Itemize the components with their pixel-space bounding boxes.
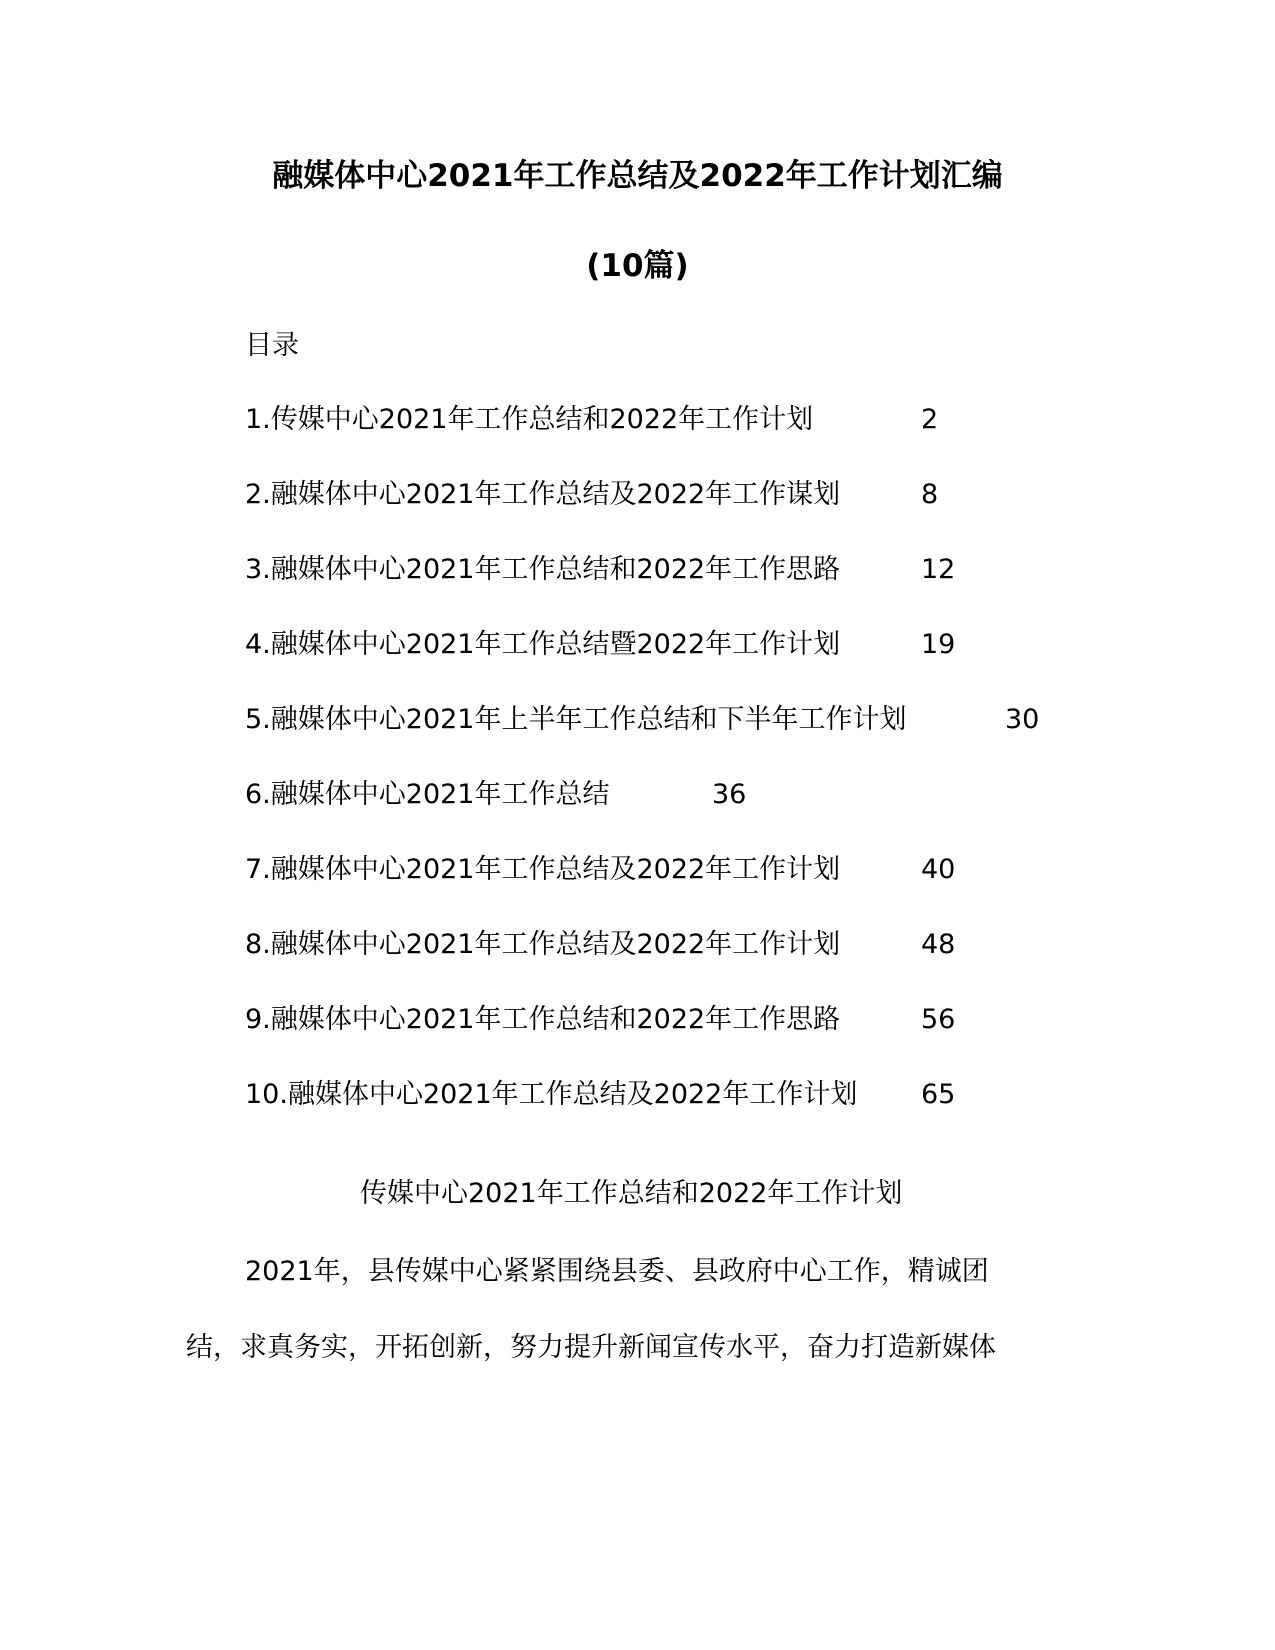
toc-item-title: 7.融媒体中心2021年工作总结及2022年工作计划 — [245, 854, 841, 885]
toc-item[interactable] — [245, 627, 956, 663]
toc-item-title: 5.融媒体中心2021年上半年工作总结和下半年工作计划 — [245, 704, 907, 735]
toc-item-title: 1.传媒中心2021年工作总结和2022年工作计划 — [245, 404, 814, 435]
toc-item-title: 9.融媒体中心2021年工作总结和2022年工作思路 — [245, 1004, 841, 1035]
toc-item-page: 65 — [921, 1079, 956, 1110]
toc-item[interactable] — [245, 402, 939, 438]
toc-item-page: 8 — [921, 479, 939, 510]
toc-item[interactable] — [245, 927, 956, 963]
section-heading: 传媒中心2021年工作总结和2022年工作计划 — [360, 1178, 903, 1209]
toc-item[interactable] — [245, 1077, 956, 1113]
toc-item-page: 36 — [712, 779, 747, 810]
toc-heading: 目录 — [245, 330, 299, 361]
toc-item-page: 12 — [921, 554, 956, 585]
document-title-count: (10篇) — [586, 248, 689, 284]
body-paragraph-line: 2021年，县传媒中心紧紧围绕县委、县政府中心工作，精诚团 — [245, 1256, 989, 1287]
toc-item[interactable] — [245, 552, 956, 588]
toc-item-title: 2.融媒体中心2021年工作总结及2022年工作谋划 — [245, 479, 841, 510]
document-title: 融媒体中心2021年工作总结及2022年工作计划汇编 — [272, 158, 1003, 194]
toc-item-title: 4.融媒体中心2021年工作总结暨2022年工作计划 — [245, 629, 841, 660]
toc-item-page: 30 — [1005, 704, 1040, 735]
toc-item-page: 40 — [921, 854, 956, 885]
body-paragraph-line: 结，求真务实，开拓创新，努力提升新闻宣传水平，奋力打造新媒体 — [186, 1332, 996, 1363]
toc-item-title: 10.融媒体中心2021年工作总结及2022年工作计划 — [245, 1079, 858, 1110]
toc-item-page: 56 — [921, 1004, 956, 1035]
toc-item[interactable] — [245, 777, 747, 813]
toc-item[interactable] — [245, 1002, 956, 1038]
toc-item-page: 2 — [921, 404, 939, 435]
toc-item-title: 3.融媒体中心2021年工作总结和2022年工作思路 — [245, 554, 841, 585]
toc-item[interactable] — [245, 852, 956, 888]
toc-item[interactable] — [245, 702, 1040, 738]
toc-item-page: 19 — [921, 629, 956, 660]
toc-item[interactable] — [245, 477, 939, 513]
toc-item-title: 8.融媒体中心2021年工作总结及2022年工作计划 — [245, 929, 841, 960]
toc-item-title: 6.融媒体中心2021年工作总结 — [245, 779, 610, 810]
toc-item-page: 48 — [921, 929, 956, 960]
